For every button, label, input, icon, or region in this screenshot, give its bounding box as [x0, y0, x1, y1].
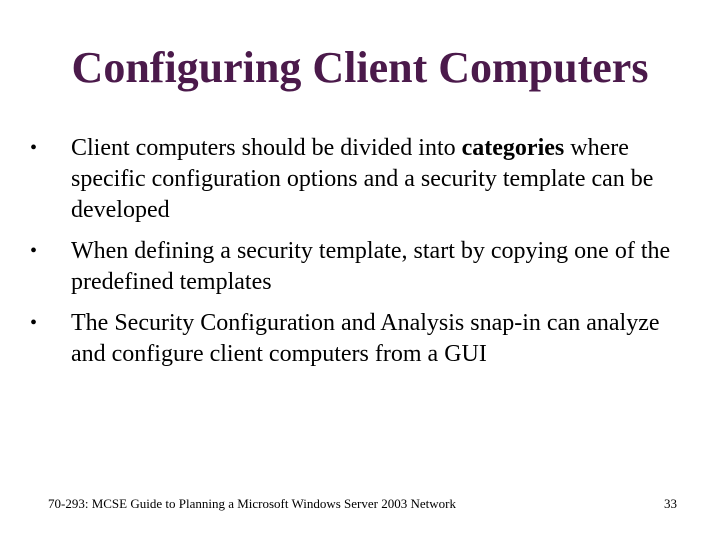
bullet-marker: • [30, 240, 38, 262]
bullet-text: Client computers should be divided into [71, 135, 462, 161]
bullet-list [30, 133, 690, 380]
slide-title: Configuring Client Computers [71, 43, 649, 92]
bullet-text: where specific configuration options and a security template can be developed [71, 135, 654, 223]
bullet-item [30, 133, 690, 226]
footer-page-number: 33 [664, 496, 677, 511]
bullet-marker: • [30, 312, 38, 334]
footer-course-title: 70-293: MCSE Guide to Planning a Microsoft Windows Server 2003 Network [48, 496, 456, 511]
bullet-item [30, 308, 690, 370]
bullet-item [30, 236, 690, 298]
bullet-text: When defining a security template, start by copying one of the predefined templates [71, 238, 671, 295]
bullet-emphasis: categories [461, 135, 565, 161]
bullet-marker: • [30, 137, 38, 159]
bullet-text: The Security Configuration and Analysis snap-in can analyze and configure client computers from a GUI [71, 310, 660, 367]
